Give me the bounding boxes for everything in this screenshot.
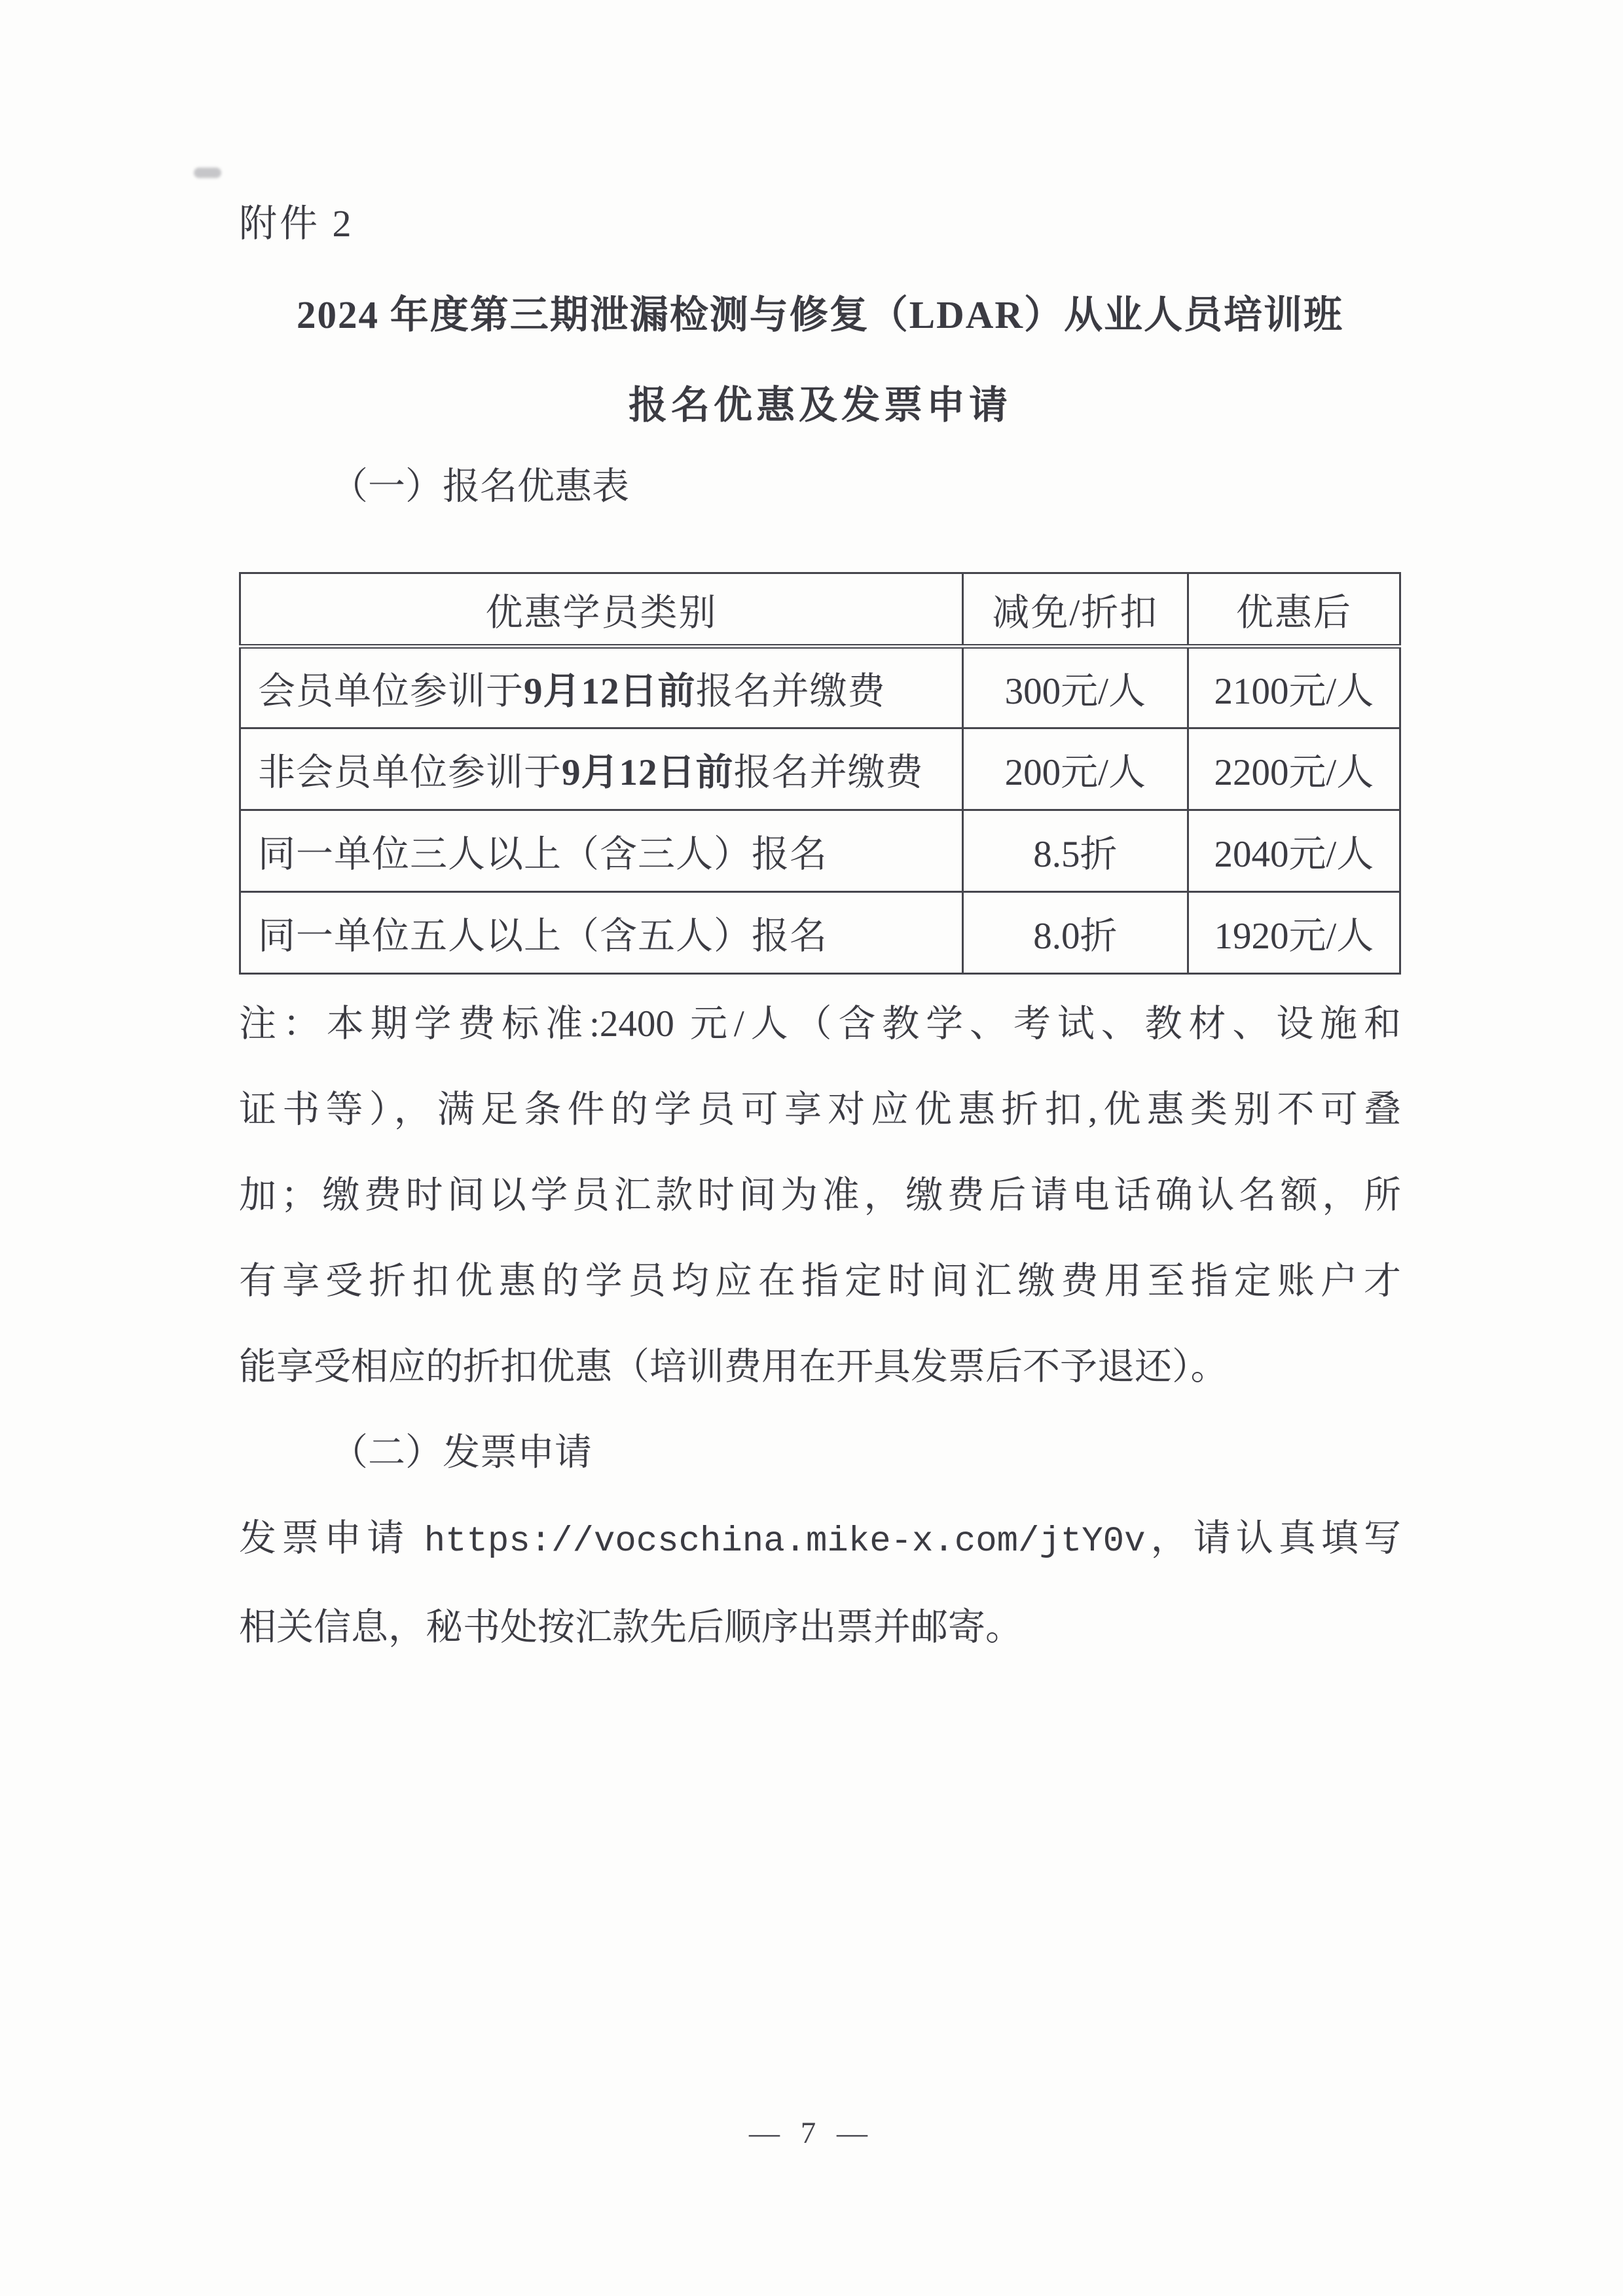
- section2-heading: （二）发票申请: [331, 1432, 592, 1473]
- cell-category: [240, 892, 963, 974]
- note-line: 有享受折扣优惠的学员均应在指定时间汇缴费用至指定账户才: [239, 1261, 1401, 1302]
- document-title-line2: 报名优惠及发票申请: [628, 384, 1012, 427]
- document-title-line1: 2024 年度第三期泄漏检测与修复（LDAR）从业人员培训班: [297, 293, 1343, 336]
- cell-text: 会员单位参训于: [258, 671, 524, 712]
- cell-text-bold: 9月12日前: [524, 671, 696, 712]
- cell-text-bold: 9月12日前: [562, 752, 734, 793]
- table-header-row: [240, 573, 1400, 647]
- cell-discount: 300元/人: [962, 647, 1188, 728]
- table-row: [240, 647, 1400, 728]
- cell-discount: 8.5折: [962, 810, 1188, 892]
- invoice-line-text: ，请认真填写: [1145, 1518, 1402, 1559]
- column-header-discount: 减免/折扣: [962, 573, 1188, 647]
- cell-after: 2040元/人: [1188, 810, 1400, 892]
- invoice-line-text: 发票申请: [239, 1518, 424, 1559]
- note-paragraph: [239, 981, 1401, 1410]
- note-line: 能享受相应的折扣优惠（培训费用在开具发票后不予退还）。: [239, 1346, 1228, 1388]
- note-line: 注：本期学费标准:2400 元/人（含教学、考试、教材、设施和: [239, 1003, 1401, 1045]
- cell-category: [240, 810, 963, 892]
- column-header-category: 优惠学员类别: [240, 573, 963, 647]
- column-header-after: 优惠后: [1188, 573, 1400, 647]
- section1-heading: （一）报名优惠表: [331, 466, 629, 507]
- cell-text: 同一单位五人以上（含五人）报名: [258, 916, 828, 957]
- table-row: [240, 810, 1400, 892]
- cell-after: 1920元/人: [1188, 892, 1400, 974]
- cell-text: 报名并缴费: [695, 671, 886, 712]
- cell-after: 2100元/人: [1188, 647, 1400, 728]
- discount-table: [239, 572, 1401, 975]
- cell-category: [240, 728, 963, 810]
- attachment-label: 附件 2: [239, 202, 354, 245]
- document-content: [239, 0, 1401, 1670]
- invoice-url: https://vocschina.mike-x.com/jtY0v: [424, 1522, 1146, 1562]
- note-line: 证书等），满足条件的学员可享对应优惠折扣,优惠类别不可叠: [239, 1089, 1401, 1130]
- page-number: — 7 —: [749, 2116, 874, 2150]
- table-row: [240, 892, 1400, 974]
- cell-text: 同一单位三人以上（含三人）报名: [258, 834, 828, 875]
- scan-artifact: [194, 168, 221, 178]
- invoice-line: 相关信息，秘书处按汇款先后顺序出票并邮寄。: [239, 1607, 1023, 1648]
- cell-discount: 8.0折: [962, 892, 1188, 974]
- invoice-line: [239, 1496, 1401, 1585]
- cell-category: [240, 647, 963, 728]
- note-line: 加；缴费时间以学员汇款时间为准，缴费后请电话确认名额，所: [239, 1175, 1401, 1216]
- cell-text: 非会员单位参训于: [258, 752, 562, 793]
- cell-discount: 200元/人: [962, 728, 1188, 810]
- cell-after: 2200元/人: [1188, 728, 1400, 810]
- cell-text: 报名并缴费: [733, 752, 924, 793]
- table-row: [240, 728, 1400, 810]
